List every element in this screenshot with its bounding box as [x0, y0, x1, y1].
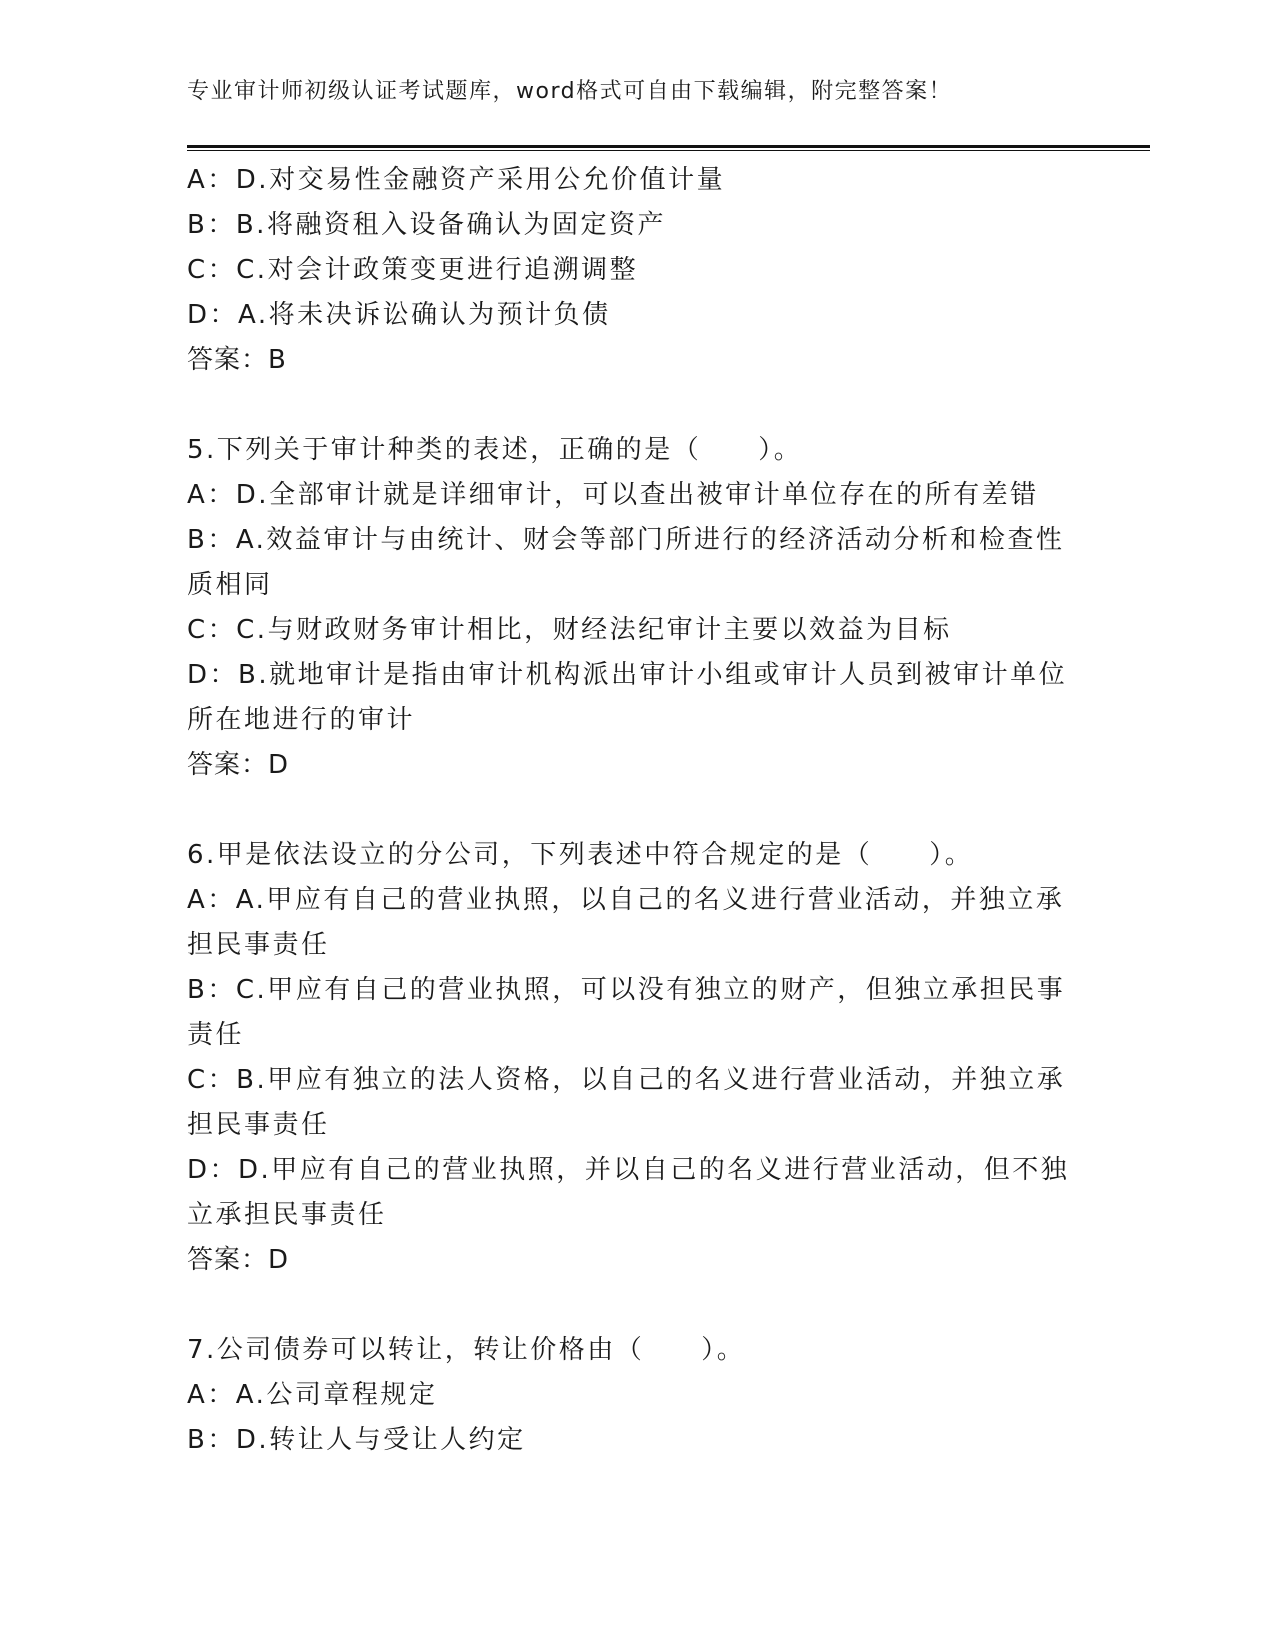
- q6-option-a-line2: 担民事责任: [187, 930, 330, 960]
- q5-option-a: A：D.全部审计就是详细审计，可以查出被审计单位存在的所有差错: [187, 480, 1039, 510]
- page-header: 专业审计师初级认证考试题库，word格式可自由下载编辑，附完整答案！: [187, 79, 953, 104]
- q5-option-d-line1: D：B.就地审计是指由审计机构派出审计小组或审计人员到被审计单位: [187, 660, 1068, 690]
- q6-option-a-line1: A：A.甲应有自己的营业执照，以自己的名义进行营业活动，并独立承: [187, 885, 1065, 915]
- q6-option-c-line1: C：B.甲应有独立的法人资格，以自己的名义进行营业活动，并独立承: [187, 1065, 1066, 1095]
- question-content: [187, 158, 1087, 1463]
- q7-option-a: A：A.公司章程规定: [187, 1380, 438, 1410]
- spacer: [187, 788, 1087, 833]
- q6-option-b-line2: 责任: [187, 1020, 245, 1050]
- header-rule-thick: [187, 145, 1150, 148]
- q7-question: 7.公司债券可以转让，转让价格由（ ）。: [187, 1335, 746, 1365]
- q5-option-c: C：C.与财政财务审计相比，财经法纪审计主要以效益为目标: [187, 615, 952, 645]
- q6-question: 6.甲是依法设立的分公司，下列表述中符合规定的是（ ）。: [187, 840, 974, 870]
- q4-option-d: D：A.将未决诉讼确认为预计负债: [187, 300, 611, 330]
- q4-answer: 答案：B: [187, 345, 287, 375]
- q6-option-d-line1: D：D.甲应有自己的营业执照，并以自己的名义进行营业活动，但不独: [187, 1155, 1070, 1185]
- q5-option-b-line2: 质相同: [187, 570, 273, 600]
- q4-option-b: B：B.将融资租入设备确认为固定资产: [187, 210, 666, 240]
- q6-option-d-line2: 立承担民事责任: [187, 1200, 387, 1230]
- header-rule-thin: [187, 150, 1150, 151]
- q4-option-a: A：D.对交易性金融资产采用公允价值计量: [187, 165, 726, 195]
- q5-question: 5.下列关于审计种类的表述，正确的是（ ）。: [187, 435, 803, 465]
- q7-option-b: B：D.转让人与受让人约定: [187, 1425, 526, 1455]
- spacer: [187, 1283, 1087, 1328]
- q6-answer: 答案：D: [187, 1245, 290, 1275]
- q4-option-c: C：C.对会计政策变更进行追溯调整: [187, 255, 639, 285]
- spacer: [187, 383, 1087, 428]
- q5-option-d-line2: 所在地进行的审计: [187, 705, 416, 735]
- q5-answer: 答案：D: [187, 750, 290, 780]
- q5-option-b-line1: B：A.效益审计与由统计、财会等部门所进行的经济活动分析和检查性: [187, 525, 1065, 555]
- q6-option-c-line2: 担民事责任: [187, 1110, 330, 1140]
- q6-option-b-line1: B：C.甲应有自己的营业执照，可以没有独立的财产，但独立承担民事: [187, 975, 1066, 1005]
